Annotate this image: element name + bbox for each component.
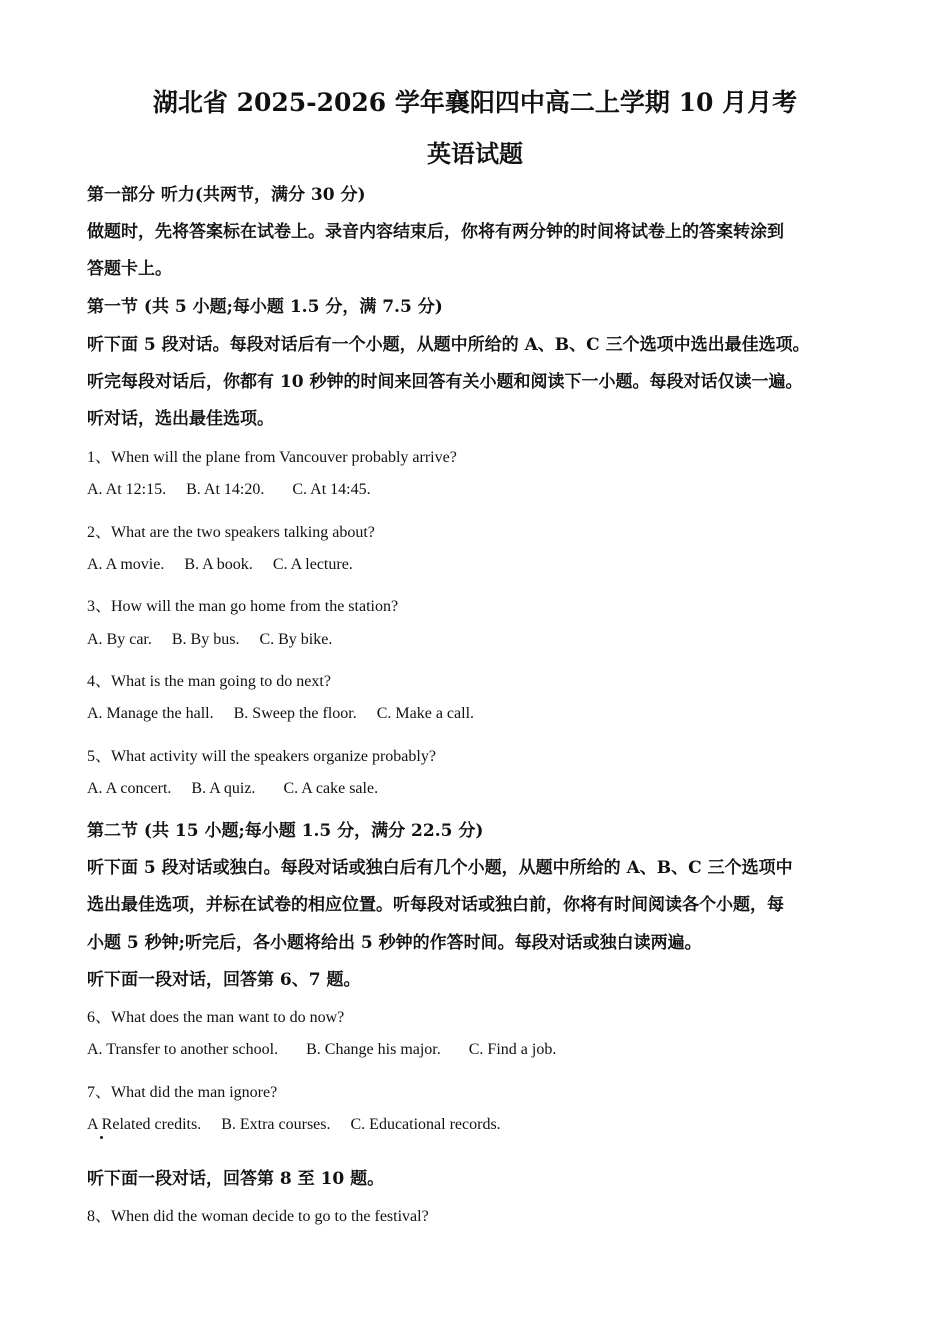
question-options-3: [87, 631, 877, 649]
section1-heading: 第一节 (共 5 小题;每小题 1.5 分，满 7.5 分): [87, 297, 443, 317]
section2-instructions-line3: 小题 5 秒钟;听完后，各小题将给出 5 秒钟的作答时间。每段对话或独白读两遍。: [87, 933, 702, 953]
question-options-2: [87, 556, 877, 574]
question-stem-4: 4、What is the man going to do next?: [87, 673, 331, 690]
section1-instructions-line3: 听对话，选出最佳选项。: [87, 409, 274, 429]
question-options-4: [87, 705, 877, 723]
question-stem-8: 8、When did the woman decide to go to the festival?: [87, 1208, 429, 1225]
section2-heading: 第二节 (共 15 小题;每小题 1.5 分，满分 22.5 分): [87, 821, 484, 841]
section2-instructions-line1: 听下面 5 段对话或独白。每段对话或独白后有几个小题，从题中所给的 A、B、C 三个选项中: [87, 858, 793, 878]
exam-title: 湖北省 2025-2026 学年襄阳四中高二上学期 10 月月考: [152, 88, 798, 117]
question-stem-3: 3、How will the man go home from the station?: [87, 598, 399, 615]
option-c: C. Make a call.: [376, 705, 475, 722]
option-c: C. A lecture.: [272, 556, 353, 573]
question-stem-6: 6、What does the man want to do now?: [87, 1009, 345, 1026]
question-stem-1: 1、When will the plane from Vancouver probably arrive?: [87, 449, 457, 466]
option-b: B. A quiz.: [191, 780, 256, 797]
question-options-7: [87, 1116, 877, 1134]
option-a: A. Manage the hall.: [87, 705, 214, 722]
option-a: A Related credits.: [87, 1116, 202, 1133]
part1-heading: 第一部分 听力(共两节，满分 30 分): [87, 185, 366, 205]
option-b: B. Change his major.: [306, 1041, 441, 1058]
question-stem-2: 2、What are the two speakers talking about?: [87, 524, 375, 541]
option-a: A. Transfer to another school.: [87, 1041, 279, 1058]
group1-intro: 听下面一段对话，回答第 6、7 题。: [87, 970, 361, 990]
section1-instructions-line2: 听完每段对话后，你都有 10 秒钟的时间来回答有关小题和阅读下一小题。每段对话仅读一遍。: [87, 372, 803, 392]
option-b: B. A book.: [184, 556, 253, 573]
question-options-1: [87, 481, 877, 499]
exam-subtitle: 英语试题: [427, 139, 523, 168]
section1-instructions-line1: 听下面 5 段对话。每段对话后有一个小题，从题中所给的 A、B、C 三个选项中选出最佳选项。: [87, 335, 810, 355]
question-options-5: [87, 780, 877, 798]
option-b: B. By bus.: [171, 631, 240, 648]
part1-instructions-line1: 做题时，先将答案标在试卷上。录音内容结束后，你将有两分钟的时间将试卷上的答案转涂到: [87, 222, 784, 242]
option-c: C. A cake sale.: [283, 780, 379, 797]
option-c: C. Educational records.: [350, 1116, 501, 1133]
option-b: B. Sweep the floor.: [233, 705, 357, 722]
question-stem-5: 5、What activity will the speakers organize probably?: [87, 748, 436, 765]
option-a: A. A movie.: [87, 556, 165, 573]
option-b: B. Extra courses.: [221, 1116, 331, 1133]
option-c: C. Find a job.: [468, 1041, 557, 1058]
question-options-6: [87, 1041, 877, 1059]
question-stem-7: 7、What did the man ignore?: [87, 1084, 278, 1101]
option-b: B. At 14:20.: [186, 481, 265, 498]
part1-instructions-line2: 答题卡上。: [87, 259, 172, 279]
option-a: A. At 12:15.: [87, 481, 167, 498]
section2-instructions-line2: 选出最佳选项，并标在试卷的相应位置。听每段对话或独白前，你将有时间阅读各个小题，每: [87, 895, 784, 915]
group2-intro: 听下面一段对话，回答第 8 至 10 题。: [87, 1169, 385, 1189]
option-c: C. By bike.: [259, 631, 333, 648]
stray-dot: [100, 1136, 103, 1139]
option-c: C. At 14:45.: [292, 481, 371, 498]
option-a: A. A concert.: [87, 780, 172, 797]
option-a: A. By car.: [87, 631, 152, 648]
